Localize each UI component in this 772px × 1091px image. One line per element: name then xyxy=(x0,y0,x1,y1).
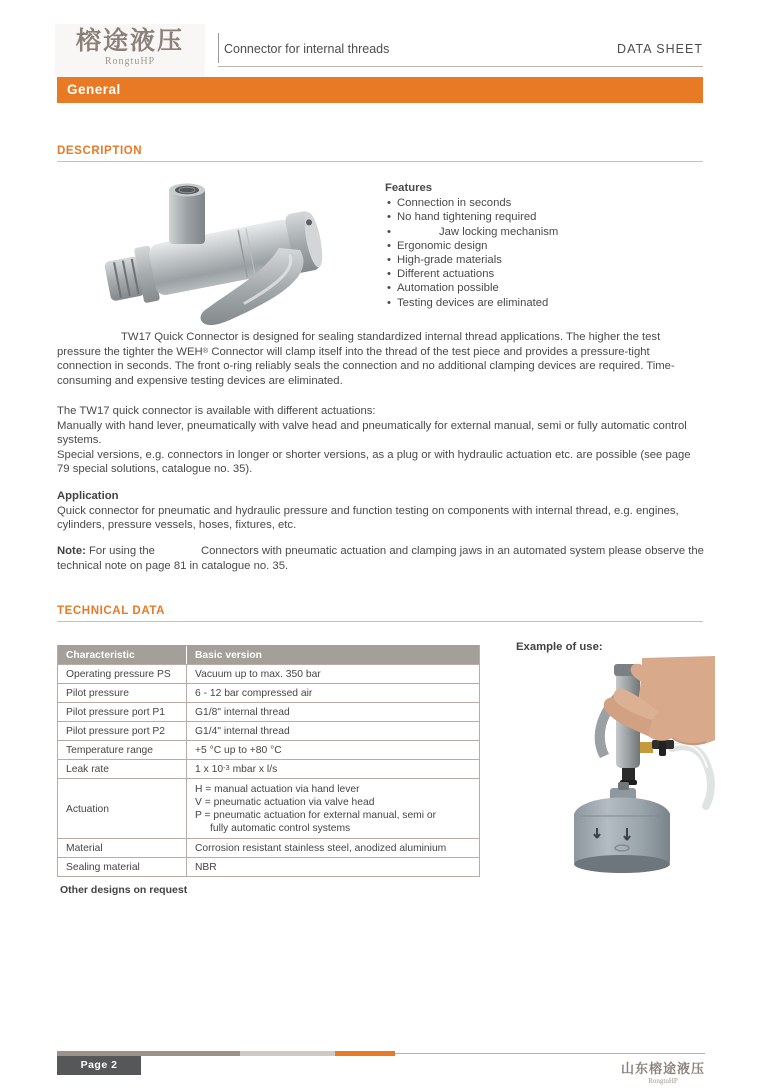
note-label: Note: xyxy=(57,545,86,557)
application-text: Quick connector for pneumatic and hydraulic pressure and function testing on components with internal thread, e.g. engines, cylinders, pressure vessels, hoses, fixtures, etc. xyxy=(57,504,679,532)
application-block xyxy=(57,489,705,533)
section-banner-general: General xyxy=(57,77,703,103)
table-row: Pilot pressure port P1 G1/8" internal thread xyxy=(58,702,479,721)
table-row-leak-rate: Leak rate 1 x $10^{-3}$ mbar x l/s xyxy=(58,759,479,778)
brass-fitting xyxy=(640,742,653,753)
redacted-text-gap xyxy=(155,553,201,554)
redacted-text-gap xyxy=(57,339,121,340)
technical-data-rule xyxy=(57,621,703,622)
footer-rule xyxy=(395,1053,705,1054)
feature-item: • Different actuations xyxy=(387,268,495,281)
description-rule xyxy=(57,161,703,162)
feature-item: • High-grade materials xyxy=(387,254,502,267)
footer-bar-segment-orange xyxy=(335,1051,395,1056)
technical-data-heading: TECHNICAL DATA xyxy=(57,605,166,617)
table-row-sealing: Sealing material NBR xyxy=(58,857,479,876)
description-heading: DESCRIPTION xyxy=(57,145,143,157)
feature-item: • Automation possible xyxy=(387,282,499,295)
intro-paragraph: TW17 Quick Connector is designed for sealing standardized internal thread applications. The higher the test pressure the tighter the WEH® Connector will clamp itself into the thread of the test piece and provides a pressure-tight connection in seconds. The front o-ring reliably seals the connection and no additional clamping devices are required. Time-consuming and expensive testing devices are eliminated. xyxy=(57,331,675,387)
footer-logo xyxy=(621,1058,705,1085)
header-rule xyxy=(218,66,703,67)
company-logo xyxy=(55,24,205,76)
bullet: • xyxy=(387,225,391,238)
table-row-material: Material Corrosion resistant stainless steel, anodized aluminium xyxy=(58,838,479,857)
features-title: Features xyxy=(385,182,433,194)
feature-item: • Connection in seconds xyxy=(387,197,512,210)
example-image xyxy=(530,656,715,881)
col-header-characteristic: Characteristic xyxy=(58,646,187,664)
page-number-badge: Page 2 xyxy=(57,1056,141,1075)
bullet: • xyxy=(387,197,391,210)
col-header-basic-version: Basic version xyxy=(195,650,262,661)
footer-logo-text: 山东榕途液压 xyxy=(620,1061,705,1076)
table-footnote: Other designs on request xyxy=(60,884,188,896)
table-row-actuation: Actuation H = manual actuation via hand lever V = pneumatic actuation via valve head P = pneumatic actuation for external manual, semi or fully automatic control systems xyxy=(58,778,479,838)
filter-canister xyxy=(574,782,670,873)
redacted-text-gap xyxy=(397,234,439,235)
feature-item: • No hand tightening required xyxy=(387,211,537,224)
header-divider xyxy=(218,33,219,63)
footer-bar-segment-light xyxy=(240,1051,335,1056)
footer-logo-subtext: RongtuHP xyxy=(648,1077,678,1085)
bullet: • xyxy=(387,282,391,295)
bullet: • xyxy=(387,239,391,252)
application-title: Application xyxy=(57,490,119,502)
example-of-use-title: Example of use: xyxy=(516,641,603,653)
table-row: Operating pressure PS Vacuum up to max. 350 bar xyxy=(58,664,479,683)
table-row: Temperature range +5 °C up to +80 °C xyxy=(58,740,479,759)
company-logo-text: 榕途液压 xyxy=(75,27,184,55)
exponent: -3 xyxy=(223,763,230,772)
features-list xyxy=(385,181,685,310)
bullet: • xyxy=(387,268,391,281)
feature-item: • Ergonomic design xyxy=(387,239,488,252)
document-title: Connector for internal threads xyxy=(224,42,390,56)
bullet: • xyxy=(387,296,391,309)
table-row: Pilot pressure port P2 G1/4" internal thread xyxy=(58,721,479,740)
bullet: • xyxy=(387,254,391,267)
registered-mark: ® xyxy=(202,345,209,355)
technical-data-table xyxy=(57,645,480,877)
note-block: Note: For using the Connectors with pneumatic actuation and clamping jaws in an automated system please observe the technical note on page 81 in catalogue no. 35. xyxy=(57,545,704,572)
company-logo-subtext: RongtuHP xyxy=(104,56,156,67)
document-type-label: DATA SHEET xyxy=(617,42,703,56)
feature-item: • Jaw locking mechanism xyxy=(387,225,559,238)
table-header-row xyxy=(58,645,479,664)
feature-item: • Testing devices are eliminated xyxy=(387,296,549,309)
product-image xyxy=(95,172,345,334)
actuations-paragraph: The TW17 quick connector is available with different actuations: Manually with hand lever, pneumatically with valve head and pneumatically for external manual, semi or fully automatic control systems. Special versions, e.g. connectors in longer or shorter versions, as a plug or with hydraulic actuation etc. are possible (see page 79 special solutions, catalogue no. 35). xyxy=(57,405,691,476)
table-row: Pilot pressure 6 - 12 bar compressed air xyxy=(58,683,479,702)
bullet: • xyxy=(387,211,391,224)
